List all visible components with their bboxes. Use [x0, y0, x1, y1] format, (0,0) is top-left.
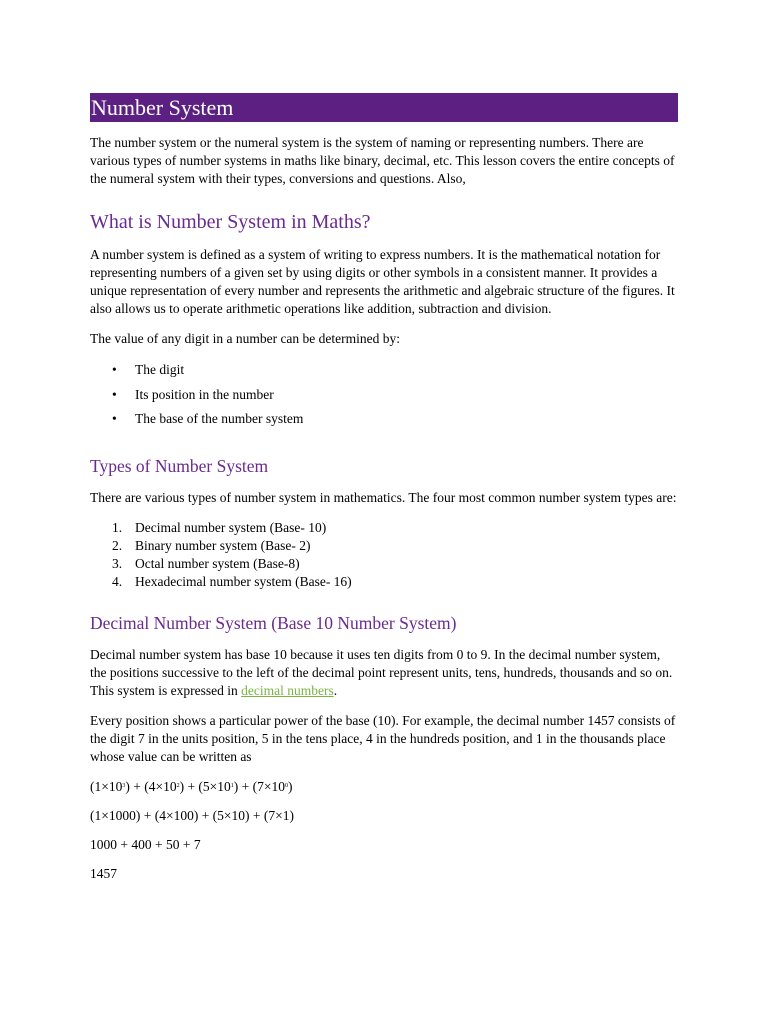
section-heading-types: Types of Number System [90, 455, 269, 476]
decimal-paragraph: Decimal number system has base 10 because it uses ten digits from 0 to 9. In the decimal number system, the positions successive to the left of the decimal point represent units, tens, hundreds, thousands and so on. This system is expressed in decimal numbers. [90, 646, 673, 698]
bullet-icon: • [112, 362, 117, 377]
list-item: 4. Hexadecimal number system (Base- 16) [112, 573, 352, 589]
digit-value-paragraph: The value of any digit in a number can be determined by: [90, 331, 401, 346]
page-title: Number System [90, 93, 678, 122]
bullet-icon: • [112, 411, 117, 426]
list-item: 2. Binary number system (Base- 2) [112, 537, 311, 553]
document-page [90, 93, 678, 894]
intro-paragraph: The number system or the numeral system is the system of naming or representing numbers. There are various types of number systems in maths like binary, decimal, etc. This lesson covers the entire concepts of the numeral system with their types, conversions and questions. Also, [90, 135, 675, 186]
digit-factors-list [90, 360, 678, 434]
position-paragraph: Every position shows a particular power of the base (10). For example, the decimal number 1457 consists of the digit 7 in the units position, 5 in the tens place, 4 in the hundreds position, and 1 in the thousands place whose value can be written as [90, 712, 676, 764]
expansion-products: (1×1000) + (4×100) + (5×10) + (7×1) [90, 807, 295, 823]
types-paragraph: There are various types of number system in mathematics. The four most common number system types are: [90, 489, 677, 505]
list-item: • The digit [90, 360, 678, 385]
definition-paragraph: A number system is defined as a system of writing to express numbers. It is the mathematical notation for representing numbers of a given set by using digits or other symbols in a consistent manner. It provides a unique representation of every number and represents the arithmetic and algebraic structure of the figures. It also allows us to operate arithmetic operations like addition, subtraction and division. [90, 247, 675, 316]
list-item: 1. Decimal number system (Base- 10) [112, 519, 327, 535]
number-system-types-list [90, 519, 678, 591]
list-item: 3. Octal number system (Base-8) [112, 555, 300, 571]
expansion-powers: $(1\times 10^3) + (4\times 10^2) + (5\times 10^1) + (7\times 10^0)$ [90, 778, 293, 794]
bullet-icon: • [112, 386, 117, 402]
decimal-numbers-link[interactable]: decimal numbers [241, 682, 334, 698]
section-heading-decimal: Decimal Number System (Base 10 Number System) [90, 612, 457, 633]
expansion-sum: 1000 + 400 + 50 + 7 [90, 836, 201, 852]
list-item: • Its position in the number [90, 385, 678, 410]
section-heading-what-is: What is Number System in Maths? [90, 211, 371, 233]
expansion-result: 1457 [90, 865, 117, 881]
list-item: • The base of the number system [90, 409, 678, 434]
